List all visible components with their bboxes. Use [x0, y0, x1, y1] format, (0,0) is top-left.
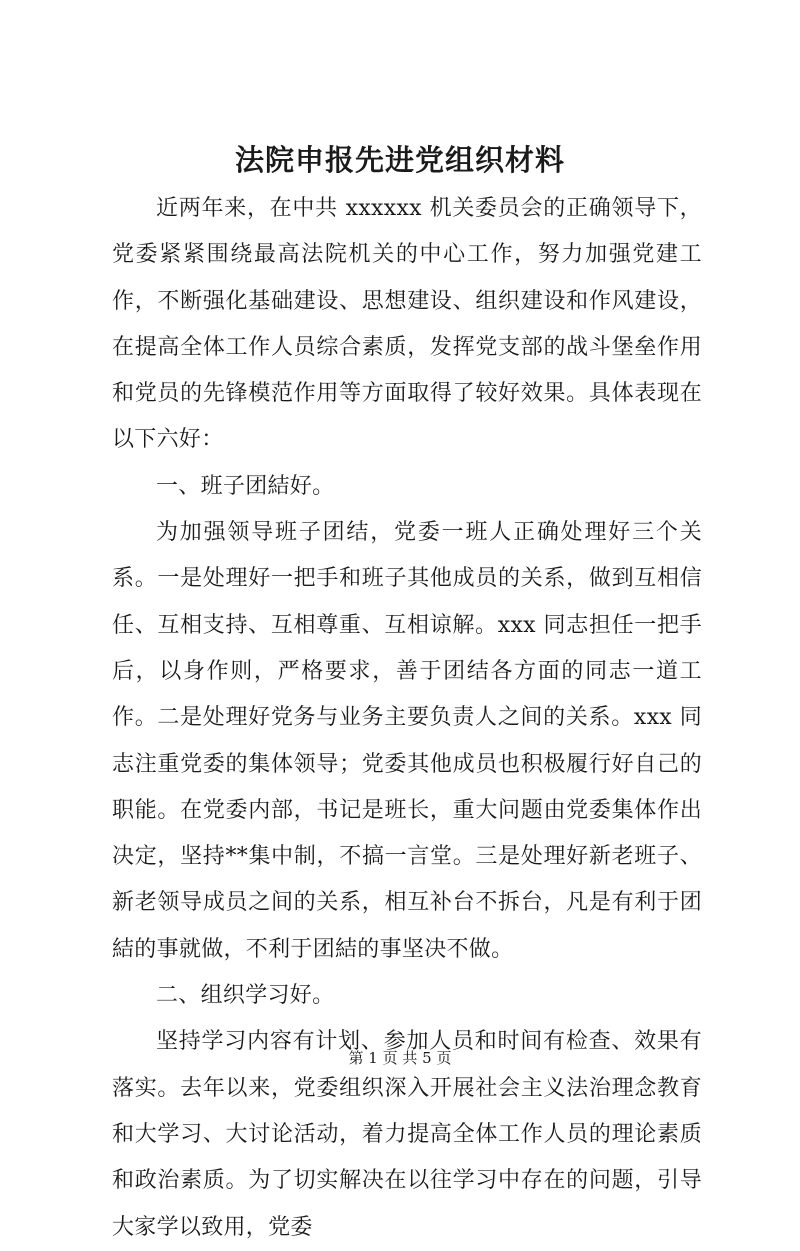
section-heading-2: 二、组织学习好。	[156, 983, 335, 1009]
paragraph-study: 坚持学习内容有计划、参加人员和时间有检查、效果有落实。去年以来，党委组织深入开展社会主义法治理念教育和大学习、大讨论活动，着力提高全体工作人员的理论素质和政治素质。为了切实解决在以往学习中存在的问题，引导大家学以致用，党委	[112, 1029, 702, 1240]
document-title: 法院申报先进党组织材料	[234, 143, 565, 177]
section-heading-1: 一、班子团結好。	[156, 473, 335, 499]
document-body	[112, 186, 702, 1251]
page-footer: 第 1 页 共 5 页	[348, 1049, 452, 1067]
paragraph-team-unity: 为加强领导班子团结，党委一班人正确处理好三个关系。一是处理好一把手和班子其他成员的关系，做到互相信任、互相支持、互相尊重、互相谅解。xxx 同志担任一把手后，以身作则，严格要求，善于团结各方面的同志一道工作。二是处理好党务与业务主要负责人之间的关系。xxx 同志注重党委的集体领导；党委其他成员也积极履行好自己的职能。在党委内部，书记是班长，重大问题由党委集体作出决定，坚持**集中制，不搞一言堂。三是处理好新老班子、新老领导成员之间的关系，相互补台不拆台，凡是有利于团結的事就做，不利于团結的事坚决不做。	[112, 520, 702, 962]
paragraph-intro: 近两年来，在中共 xxxxxx 机关委员会的正确领导下，党委紧紧围绕最高法院机关的中心工作，努力加强党建工作，不断强化基础建设、思想建设、组织建设和作风建设，在提高全体工作人员综合素质，发挥党支部的战斗堡垒作用和党员的先锋模范作用等方面取得了较好效果。具体表现在以下六好：	[112, 196, 702, 453]
